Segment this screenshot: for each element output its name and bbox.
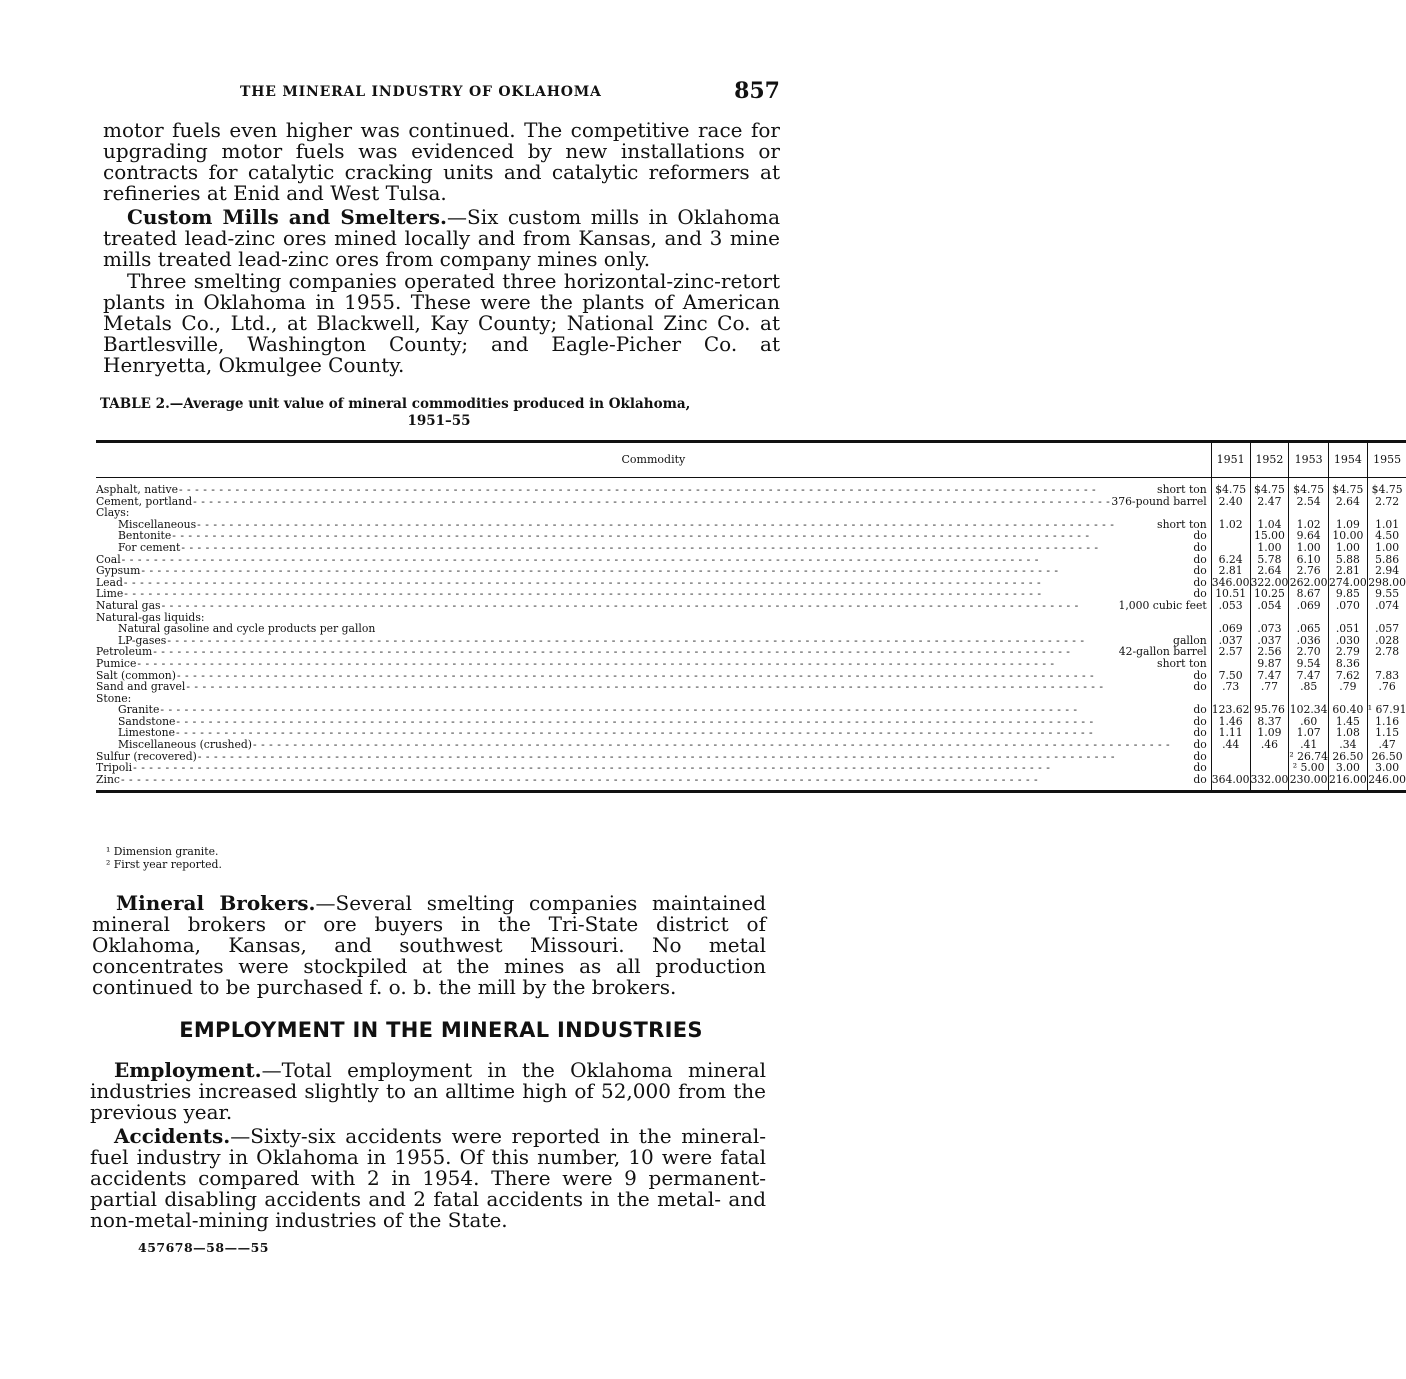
commodity-unit: 42-gallon barrel <box>1118 645 1207 659</box>
value-cell-1955: .47 <box>1367 739 1406 751</box>
commodity-name: Bentonite <box>118 529 172 543</box>
value-cell-1952: .037 <box>1250 635 1289 647</box>
value-cell-1955: 3.00 <box>1367 762 1406 774</box>
value-cell-1953: 2.76 <box>1289 565 1329 577</box>
value-cell-1954: 10.00 <box>1329 530 1368 542</box>
value-cell-1951 <box>1211 658 1250 670</box>
value-cell-1952: 2.64 <box>1250 565 1289 577</box>
commodity-name: Miscellaneous (crushed) <box>118 738 252 752</box>
value-cell-1953: 2.54 <box>1289 496 1329 508</box>
table-row <box>96 478 1406 496</box>
value-cell-1954: $4.75 <box>1329 478 1368 496</box>
value-cell-1953: ² 26.74 <box>1289 749 1328 763</box>
commodity-cell <box>96 774 1211 792</box>
table-row <box>96 600 1406 612</box>
commodity-name: Limestone <box>118 726 175 740</box>
value-cell-1953: .60 <box>1289 716 1329 728</box>
commodity-cell <box>96 681 1211 693</box>
value-cell-1954: .79 <box>1329 681 1368 693</box>
value-cell-1955: 246.00 <box>1367 774 1406 792</box>
commodity-name: LP-gases <box>118 633 167 647</box>
value-cell-1954: 7.62 <box>1329 670 1368 682</box>
commodity-name: Lime <box>96 587 124 601</box>
table-row <box>96 681 1406 693</box>
accidents-body: —Sixty-six accidents were reported in the mineral-fuel industry in Oklahoma in 1955. Of this number, 10 were fatal accidents compared with 2 in 1954. There were 9 permanent-partial disabling accidents and 2 fatal accidents in the metal- and non-metal-mining industries of the State. <box>90 1124 766 1232</box>
table-row <box>96 565 1406 577</box>
commodity-name: Cement, portland <box>96 494 193 508</box>
commodity-unit: do <box>1193 552 1207 566</box>
value-cell-1953: 102.34 <box>1289 703 1328 717</box>
leader-dots <box>141 565 1192 577</box>
commodity-name: Natural gasoline and cycle products per gallon <box>118 622 376 636</box>
value-cell-1952: 7.47 <box>1250 670 1289 682</box>
section-heading: EMPLOYMENT IN THE MINERAL INDUSTRIES <box>179 1018 703 1042</box>
brokers-paragraph <box>92 893 766 998</box>
value-cell-1952: 1.09 <box>1250 727 1289 739</box>
commodity-name: Stone: <box>96 691 132 705</box>
commodity-unit: do <box>1193 714 1207 728</box>
commodity-unit: short ton <box>1157 656 1207 670</box>
commodity-name: Pumice <box>96 656 137 670</box>
value-cell-1954: 2.79 <box>1329 646 1368 658</box>
table-caption-line-2: 1951–55 <box>407 413 471 429</box>
commodity-name: Gypsum <box>96 564 141 578</box>
value-cell-1954: 1.00 <box>1329 542 1368 554</box>
value-cell-1954: 9.85 <box>1329 588 1368 600</box>
value-cell-1955: 5.86 <box>1367 554 1406 566</box>
value-cell-1955: 9.55 <box>1367 588 1406 600</box>
header-year-1955: 1955 <box>1367 442 1406 478</box>
value-cell-1953: 1.07 <box>1289 727 1329 739</box>
value-cell-1954: 1.45 <box>1329 716 1368 728</box>
commodity-cell <box>96 623 1211 635</box>
commodity-unit: do <box>1193 668 1207 682</box>
value-cell-1953: 2.70 <box>1289 646 1329 658</box>
value-cell-1952: 1.04 <box>1250 519 1289 531</box>
value-cell-1953: .85 <box>1289 681 1329 693</box>
value-cell-1953: 1.02 <box>1289 519 1329 531</box>
value-cell-1955 <box>1367 658 1406 670</box>
commodity-unit: do <box>1193 726 1207 740</box>
value-cell-1955: .76 <box>1367 681 1406 693</box>
value-cell-1953: ² 5.00 <box>1289 762 1329 774</box>
table-caption <box>100 396 778 430</box>
commodity-unit: do <box>1193 680 1207 694</box>
value-cell-1951: .069 <box>1211 623 1250 635</box>
value-cell-1954: 26.50 <box>1329 751 1368 763</box>
value-cell-1954: 216.00 <box>1329 774 1368 792</box>
value-cell-1951 <box>1211 530 1250 542</box>
value-cell-1951: 6.24 <box>1211 554 1250 566</box>
value-cell-1954: 274.00 <box>1329 575 1367 589</box>
employment-paragraph <box>90 1060 766 1123</box>
leader-dots <box>162 600 1118 612</box>
running-title: THE MINERAL INDUSTRY OF OKLAHOMA <box>240 84 602 100</box>
mineral-value-table <box>96 440 1406 793</box>
commodity-unit: do <box>1193 703 1207 717</box>
commodity-name: Sulfur (recovered) <box>96 749 197 763</box>
commodity-unit: do <box>1193 587 1207 601</box>
value-cell-1951: 1.46 <box>1211 716 1250 728</box>
value-cell-1951: .053 <box>1211 600 1250 612</box>
commodity-name: Natural-gas liquids: <box>96 610 205 624</box>
commodity-unit: 376-pound barrel <box>1111 494 1207 508</box>
commodity-name: Sandstone <box>118 714 176 728</box>
commodity-name: Miscellaneous <box>118 517 197 531</box>
commodity-unit: short ton <box>1157 483 1207 496</box>
footnote-1: ¹ Dimension granite. <box>106 845 219 858</box>
custom-mills-lead: Custom Mills and Smelters. <box>127 205 448 229</box>
value-cell-1953: .069 <box>1289 600 1329 612</box>
value-cell-1953: 7.47 <box>1289 670 1329 682</box>
value-cell-1953: 8.67 <box>1289 588 1329 600</box>
printer-mark: 457678—58——55 <box>138 1240 269 1255</box>
value-cell-1955: ¹ 67.91 <box>1367 703 1406 717</box>
commodity-cell <box>96 542 1211 554</box>
value-cell-1955: 1.15 <box>1367 727 1406 739</box>
commodity-name: Tripoli <box>96 761 133 775</box>
commodity-unit: gallon <box>1173 633 1207 647</box>
value-cell-1952: .46 <box>1250 739 1289 751</box>
table-header-row <box>96 442 1406 478</box>
value-cell-1952: 322.00 <box>1250 575 1289 589</box>
commodity-unit: do <box>1193 540 1207 554</box>
leader-dots <box>181 542 1192 554</box>
commodity-cell <box>96 565 1211 577</box>
commodity-name: Asphalt, native <box>96 483 178 496</box>
value-cell-1953: .036 <box>1289 635 1329 647</box>
value-cell-1951: 1.02 <box>1211 519 1250 531</box>
header-year-1953: 1953 <box>1289 442 1329 478</box>
leader-dots <box>186 681 1192 693</box>
value-cell-1953: 262.00 <box>1289 575 1328 589</box>
value-cell-1953: 9.64 <box>1289 530 1329 542</box>
commodity-cell <box>96 658 1211 670</box>
value-cell-1951: 364.00 <box>1211 774 1250 792</box>
value-cell-1951: 1.11 <box>1211 727 1250 739</box>
value-cell-1951: .44 <box>1211 739 1250 751</box>
commodity-name: Lead <box>96 575 123 589</box>
table-row <box>96 496 1406 508</box>
value-cell-1952: 95.76 <box>1250 704 1289 716</box>
table-body <box>96 478 1406 792</box>
value-cell-1953: 6.10 <box>1289 554 1329 566</box>
value-cell-1954: .051 <box>1329 623 1368 635</box>
intro-paragraph-2 <box>103 207 780 270</box>
value-cell-1955: .028 <box>1367 635 1406 647</box>
commodity-name: Petroleum <box>96 645 153 659</box>
table-row <box>96 739 1406 751</box>
value-cell-1953: $4.75 <box>1289 478 1329 496</box>
value-cell-1951: $4.75 <box>1211 478 1250 496</box>
table-caption-line-1: TABLE 2.—Average unit value of mineral commodities produced in Oklahoma, <box>100 396 691 412</box>
value-cell-1951: .73 <box>1211 681 1250 693</box>
value-cell-1954: .030 <box>1329 635 1368 647</box>
value-cell-1955: .057 <box>1367 623 1406 635</box>
accidents-lead: Accidents. <box>114 1124 231 1148</box>
employment-body: —Total employment in the Oklahoma mineral industries increased slightly to an alltime high of 52,000 from the previous year. <box>90 1058 766 1124</box>
value-cell-1952: 9.87 <box>1250 658 1289 670</box>
commodity-name: Sand and gravel <box>96 680 186 694</box>
brokers-lead: Mineral Brokers. <box>116 891 316 915</box>
value-cell-1955: 1.00 <box>1367 542 1406 554</box>
value-cell-1951: 2.40 <box>1211 496 1250 508</box>
value-cell-1952: 2.56 <box>1250 646 1289 658</box>
value-cell-1954: 8.36 <box>1329 658 1368 670</box>
intro-paragraph-1: motor fuels even higher was continued. The competitive race for upgrading motor fuels was evidenced by new installations or contracts for catalytic cracking units and catalytic reformers at refineries at Enid and West Tulsa. <box>103 118 780 205</box>
table-row <box>96 658 1406 670</box>
value-cell-1955: 4.50 <box>1367 530 1406 542</box>
commodity-cell <box>96 600 1211 612</box>
value-cell-1953: 9.54 <box>1289 658 1329 670</box>
commodity-name: Natural gas <box>96 598 161 612</box>
leader-dots <box>253 739 1192 751</box>
value-cell-1954: 5.88 <box>1329 554 1368 566</box>
value-cell-1954: 2.81 <box>1329 565 1368 577</box>
value-cell-1954: 1.09 <box>1329 519 1368 531</box>
value-cell-1952: 5.78 <box>1250 554 1289 566</box>
header-year-1954: 1954 <box>1329 442 1368 478</box>
header-commodity: Commodity <box>96 442 1211 478</box>
value-cell-1952: 1.00 <box>1250 542 1289 554</box>
running-head <box>100 80 780 110</box>
value-cell-1953: .41 <box>1289 739 1329 751</box>
value-cell-1952: 332.00 <box>1250 774 1289 792</box>
value-cell-1955: 2.78 <box>1367 646 1406 658</box>
value-cell-1951: 123.62 <box>1211 703 1250 717</box>
value-cell-1952: 10.25 <box>1250 588 1289 600</box>
commodity-unit: short ton <box>1157 517 1207 531</box>
employment-lead: Employment. <box>114 1058 262 1082</box>
table-row <box>96 542 1406 554</box>
value-cell-1951: 7.50 <box>1211 670 1250 682</box>
value-cell-1951 <box>1211 542 1250 554</box>
value-cell-1955: 26.50 <box>1367 751 1406 763</box>
value-cell-1954: 1.08 <box>1329 727 1368 739</box>
page-number: 857 <box>734 78 780 104</box>
commodity-unit: do <box>1193 772 1207 786</box>
value-cell-1952: 8.37 <box>1250 716 1289 728</box>
value-cell-1954: 3.00 <box>1329 762 1368 774</box>
value-cell-1953: 1.00 <box>1289 542 1329 554</box>
value-cell-1955: 2.72 <box>1367 496 1406 508</box>
value-cell-1955: 298.00 <box>1368 575 1406 589</box>
value-cell-1952: 2.47 <box>1250 496 1289 508</box>
value-cell-1951 <box>1211 751 1250 763</box>
value-cell-1954: .070 <box>1329 600 1368 612</box>
brokers-body: —Several smelting companies maintained mineral brokers or ore buyers in the Tri-State district of Oklahoma, Kansas, and southwest Missouri. No metal concentrates were stockpiled at the mines as all production continued to be purchased f. o. b. the mill by the brokers. <box>92 891 766 999</box>
commodity-unit: do <box>1193 575 1207 589</box>
leader-dots <box>193 496 1110 508</box>
commodity-name: For cement <box>118 540 181 554</box>
commodity-cell <box>96 496 1211 508</box>
commodity-unit: do <box>1193 761 1207 775</box>
value-cell-1955: 1.01 <box>1367 519 1406 531</box>
leader-dots <box>179 484 1156 496</box>
value-cell-1952: $4.75 <box>1250 478 1289 496</box>
value-cell-1951: 2.57 <box>1211 646 1250 658</box>
commodity-cell <box>96 739 1211 751</box>
value-cell-1955: .074 <box>1367 600 1406 612</box>
leader-dots <box>121 774 1192 786</box>
header-year-1952: 1952 <box>1250 442 1289 478</box>
value-cell-1951: 346.00 <box>1211 575 1250 589</box>
commodity-unit: do <box>1193 738 1207 752</box>
commodity-name: Clays: <box>96 506 130 520</box>
value-cell-1953: .065 <box>1289 623 1329 635</box>
commodity-unit: 1,000 cubic feet <box>1118 598 1207 612</box>
value-cell-1952: .073 <box>1250 623 1289 635</box>
custom-mills-body: —Six custom mills in Oklahoma treated lead-zinc ores mined locally and from Kansas, and 3 mine mills treated lead-zinc ores from company mines only. <box>103 205 780 271</box>
commodity-name: Coal <box>96 552 121 566</box>
value-cell-1952 <box>1250 751 1289 763</box>
header-year-1951: 1951 <box>1211 442 1250 478</box>
value-cell-1952: 15.00 <box>1250 530 1289 542</box>
value-cell-1954: 2.64 <box>1329 496 1368 508</box>
commodity-name: Granite <box>118 703 160 717</box>
commodity-unit: do <box>1193 529 1207 543</box>
value-cell-1955: 2.94 <box>1367 565 1406 577</box>
value-cell-1954: 60.40 <box>1329 704 1368 716</box>
table-footnotes <box>106 846 222 871</box>
value-cell-1954: .34 <box>1329 739 1368 751</box>
footnote-2: ² First year reported. <box>106 857 222 871</box>
value-cell-1952: .77 <box>1250 681 1289 693</box>
commodity-name: Zinc <box>96 772 120 786</box>
table-row <box>96 774 1406 792</box>
value-cell-1951: 2.81 <box>1211 565 1250 577</box>
commodity-unit: do <box>1193 564 1207 578</box>
commodity-cell <box>96 478 1211 496</box>
value-cell-1951: 10.51 <box>1211 588 1250 600</box>
leader-dots <box>137 658 1156 670</box>
value-cell-1955: $4.75 <box>1367 478 1406 496</box>
value-cell-1955: 1.16 <box>1367 716 1406 728</box>
value-cell-1955: 7.83 <box>1367 670 1406 682</box>
commodity-unit: do <box>1193 749 1207 763</box>
commodity-name: Salt (common) <box>96 668 176 682</box>
value-cell-1951: .037 <box>1211 635 1250 647</box>
table-row <box>96 623 1406 635</box>
intro-paragraph-3: Three smelting companies operated three horizontal-zinc-retort plants in Oklahoma in 1955. These were the plants of American Metals Co., Ltd., at Blackwell, Kay County; National Zinc Co. at Bartlesville, Washington County; and Eagle-Picher Co. at Henryetta, Okmulgee County. <box>103 269 780 377</box>
accidents-paragraph <box>90 1126 766 1231</box>
value-cell-1952: .054 <box>1250 600 1289 612</box>
value-cell-1953: 230.00 <box>1289 774 1329 792</box>
